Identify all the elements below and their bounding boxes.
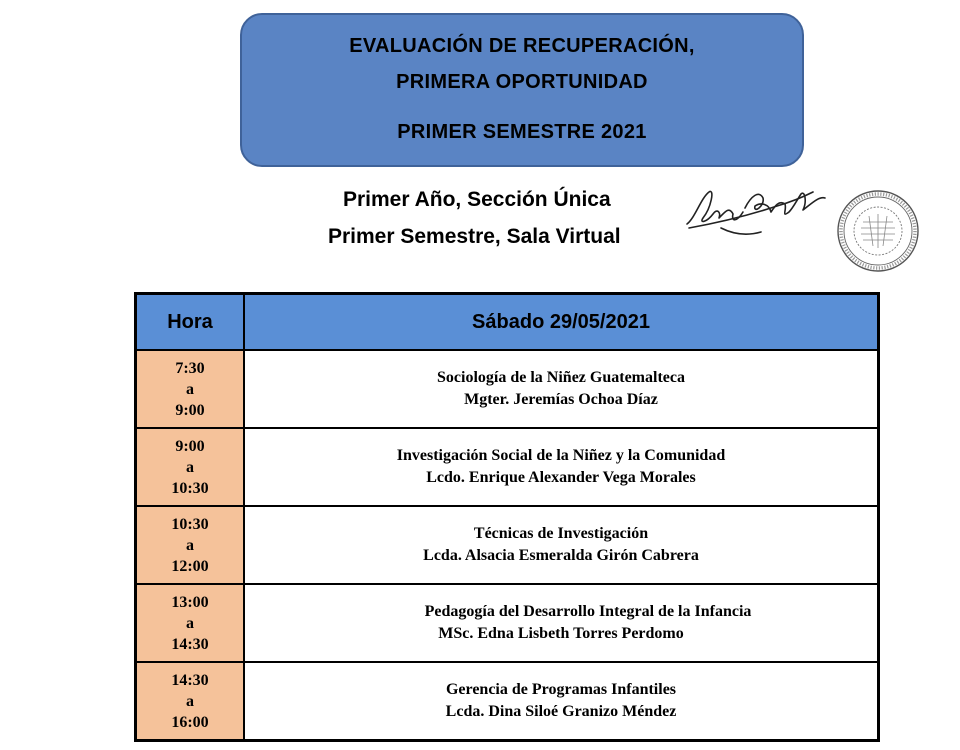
table-header-row bbox=[136, 294, 879, 351]
exam-schedule-table bbox=[134, 292, 880, 742]
time-end: 16:00 bbox=[171, 713, 209, 731]
course-name: Sociología de la Niñez Guatemalteca bbox=[437, 369, 685, 386]
time-separator: a bbox=[186, 536, 194, 554]
time-end: 14:30 bbox=[171, 635, 209, 653]
course-cell bbox=[244, 506, 879, 584]
course-cell bbox=[244, 584, 879, 662]
time-end: 9:00 bbox=[175, 401, 205, 419]
time-end: 10:30 bbox=[171, 479, 209, 497]
column-header-hora: Hora bbox=[136, 294, 245, 351]
time-separator: a bbox=[186, 458, 194, 476]
course-teacher: Lcdo. Enrique Alexander Vega Morales bbox=[426, 469, 696, 486]
time-cell bbox=[136, 662, 245, 741]
banner-title-line2: PRIMERA OPORTUNIDAD bbox=[396, 71, 648, 93]
time-cell bbox=[136, 584, 245, 662]
table-row bbox=[136, 662, 879, 741]
time-separator: a bbox=[186, 614, 194, 632]
time-cell bbox=[136, 506, 245, 584]
official-seal-stamp bbox=[833, 188, 923, 274]
time-start: 7:30 bbox=[175, 359, 205, 377]
banner-title-line1: EVALUACIÓN DE RECUPERACIÓN, bbox=[349, 35, 695, 57]
time-start: 10:30 bbox=[171, 515, 209, 533]
course-name: Pedagogía del Desarrollo Integral de la Infancia bbox=[424, 603, 752, 620]
course-teacher: Lcda. Dina Siloé Granizo Méndez bbox=[445, 703, 677, 720]
course-name: Investigación Social de la Niñez y la Comunidad bbox=[396, 447, 726, 464]
course-name: Gerencia de Programas Infantiles bbox=[445, 681, 677, 698]
time-end: 12:00 bbox=[171, 557, 209, 575]
banner-semester: PRIMER SEMESTRE 2021 bbox=[397, 121, 647, 143]
course-cell bbox=[244, 350, 879, 428]
time-separator: a bbox=[186, 692, 194, 710]
table-row bbox=[136, 428, 879, 506]
table-row bbox=[136, 350, 879, 428]
subtitle-semester-room: Primer Semestre, Sala Virtual bbox=[328, 225, 621, 248]
course-teacher: MSc. Edna Lisbeth Torres Perdomo bbox=[438, 625, 684, 642]
table-row bbox=[136, 506, 879, 584]
table-row bbox=[136, 584, 879, 662]
course-teacher: Mgter. Jeremías Ochoa Díaz bbox=[464, 391, 658, 408]
time-cell bbox=[136, 350, 245, 428]
time-cell bbox=[136, 428, 245, 506]
course-cell bbox=[244, 428, 879, 506]
subtitle-year-section: Primer Año, Sección Única bbox=[343, 188, 611, 211]
title-banner bbox=[240, 13, 804, 167]
time-start: 13:00 bbox=[171, 593, 209, 611]
course-cell bbox=[244, 662, 879, 741]
handwritten-signature bbox=[681, 178, 831, 242]
time-start: 14:30 bbox=[171, 671, 209, 689]
time-start: 9:00 bbox=[175, 437, 205, 455]
course-name: Técnicas de Investigación bbox=[473, 525, 649, 542]
column-header-date: Sábado 29/05/2021 bbox=[244, 294, 879, 351]
time-separator: a bbox=[186, 380, 194, 398]
course-teacher: Lcda. Alsacia Esmeralda Girón Cabrera bbox=[423, 547, 699, 564]
